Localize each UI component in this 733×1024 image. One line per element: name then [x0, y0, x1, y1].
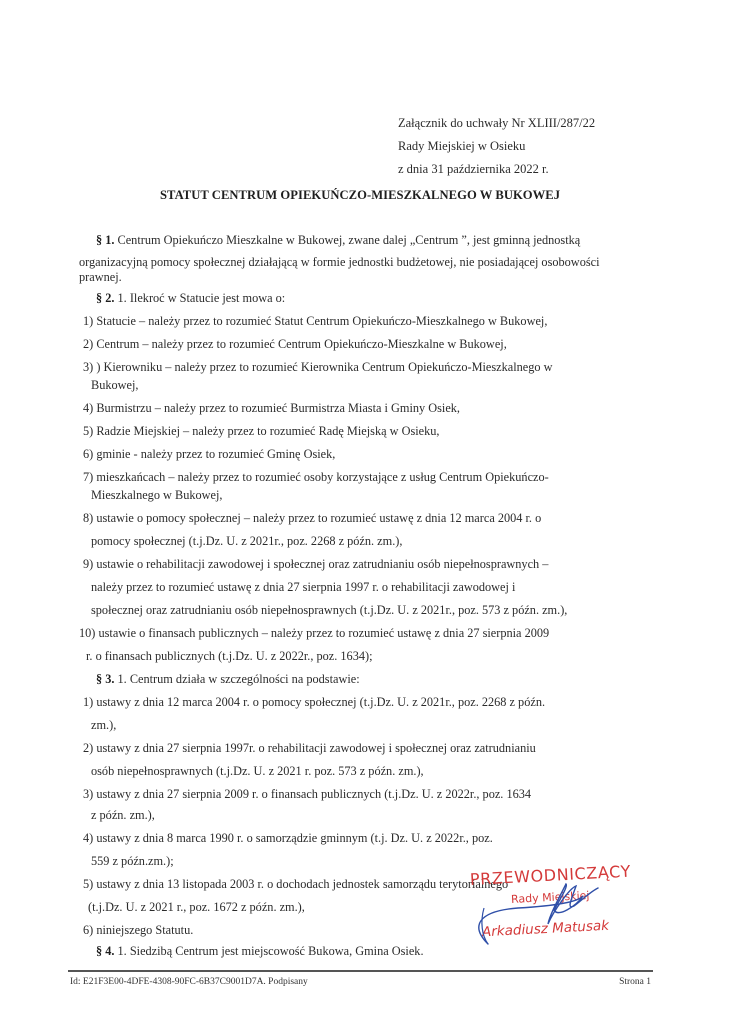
paragraph-text: 1. Centrum działa w szczególności na podstawie:: [114, 672, 360, 686]
paragraph-text: 1. Ilekroć w Statucie jest mowa o:: [114, 291, 286, 305]
paragraph-1-line: organizacyjną pomocy społecznej działającą w formie jednostki budżetowej, nie posiadającej osobowości: [79, 255, 600, 269]
list-item-continuation: z późn. zm.),: [91, 808, 155, 822]
section-mark: § 4.: [96, 944, 115, 958]
list-item-continuation: 559 z późn.zm.);: [91, 854, 174, 868]
paragraph-1-line: [96, 233, 580, 247]
list-item-continuation: Bukowej,: [91, 378, 139, 392]
paragraph-4: [96, 944, 424, 958]
list-item: 1) ustawy z dnia 12 marca 2004 r. o pomocy społecznej (t.j.Dz. U. z 2021r., poz. 2268 z późn.: [83, 695, 546, 709]
paragraph-1-line: prawnej.: [79, 270, 122, 284]
paragraph-2-intro: [96, 291, 285, 305]
list-item-continuation: (t.j.Dz. U. z 2021 r., poz. 1672 z późn. zm.),: [88, 900, 305, 914]
paragraph-text: 1. Siedzibą Centrum jest miejscowość Bukowa, Gmina Osiek.: [114, 944, 424, 958]
list-item-continuation: należy przez to rozumieć ustawę z dnia 27 sierpnia 1997 r. o rehabilitacji zawodowej i: [91, 580, 516, 594]
handwritten-signature-icon: [458, 866, 658, 946]
list-item: 4) ustawy z dnia 8 marca 1990 r. o samorządzie gminnym (t.j. Dz. U. z 2022r., poz.: [83, 831, 493, 845]
stamp-title: PRZEWODNICZĄCY: [469, 861, 632, 889]
list-item: 3) ) Kierowniku – należy przez to rozumieć Kierownika Centrum Opiekuńczo-Mieszkalnego w: [83, 360, 553, 374]
list-item-continuation: zm.),: [91, 718, 117, 732]
list-item: 8) ustawie o pomocy społecznej – należy przez to rozumieć ustawę z dnia 12 marca 2004 r. o: [83, 511, 542, 525]
section-mark: § 1.: [96, 233, 115, 247]
paragraph-3-intro: [96, 672, 360, 686]
footer-divider: [68, 970, 653, 972]
list-item: 1) Statucie – należy przez to rozumieć Statut Centrum Opiekuńczo-Mieszkalnego w Bukowej,: [83, 314, 548, 328]
list-item-continuation: pomocy społecznej (t.j.Dz. U. z 2021r., poz. 2268 z późn. zm.),: [91, 534, 403, 548]
list-item-continuation: r. o finansach publicznych (t.j.Dz. U. z 2022r., poz. 1634);: [86, 649, 373, 663]
list-item: 4) Burmistrzu – należy przez to rozumieć Burmistrza Miasta i Gminy Osiek,: [83, 401, 461, 415]
list-item: 7) mieszkańcach – należy przez to rozumieć osoby korzystające z usług Centrum Opiekuńczo-: [83, 470, 549, 484]
header-council-line: Rady Miejskiej w Osieku: [398, 139, 526, 153]
list-item-continuation: osób niepełnosprawnych (t.j.Dz. U. z 2021 r. poz. 573 z późn. zm.),: [91, 764, 424, 778]
list-item-continuation: Mieszkalnego w Bukowej,: [91, 488, 223, 502]
document-title: STATUT CENTRUM OPIEKUŃCZO-MIESZKALNEGO W BUKOWEJ: [160, 188, 561, 202]
stamp-name: Arkadiusz Matusak: [481, 917, 610, 941]
list-item: 2) ustawy z dnia 27 sierpnia 1997r. o rehabilitacji zawodowej i społecznej oraz zatrudnianiu: [83, 741, 536, 755]
list-item: 5) ustawy z dnia 13 listopada 2003 r. o dochodach jednostek samorządu terytorialnego: [83, 877, 509, 891]
list-item: 6) niniejszego Statutu.: [83, 923, 194, 937]
list-item: 5) Radzie Miejskiej – należy przez to rozumieć Radę Miejską w Osieku,: [83, 424, 440, 438]
list-item: 10) ustawie o finansach publicznych – należy przez to rozumieć ustawę z dnia 27 sierpnia 2009: [79, 626, 550, 640]
list-item: 6) gminie - należy przez to rozumieć Gminę Osiek,: [83, 447, 336, 461]
footer-document-id: Id: E21F3E00-4DFE-4308-90FC-6B37C9001D7A. Podpisany: [70, 977, 308, 987]
list-item: 9) ustawie o rehabilitacji zawodowej i społecznej oraz zatrudnianiu osób niepełnosprawnych –: [83, 557, 549, 571]
list-item-continuation: społecznej oraz zatrudnianiu osób niepełnosprawnych (t.j.Dz. U. z 2021r., poz. 573 z późn. zm.),: [91, 603, 568, 617]
stamp-council: Rady Miejskiej: [510, 888, 590, 907]
footer-page-number: Strona 1: [619, 977, 651, 987]
header-date-line: z dnia 31 października 2022 r.: [398, 162, 549, 176]
header-attachment-line: Załącznik do uchwały Nr XLIII/287/22: [398, 116, 596, 130]
list-item: 3) ustawy z dnia 27 sierpnia 2009 r. o finansach publicznych (t.j.Dz. U. z 2022r., poz. 1634: [83, 787, 532, 801]
section-mark: § 3.: [96, 672, 115, 686]
signature-stamp: [458, 861, 658, 946]
list-item: 2) Centrum – należy przez to rozumieć Centrum Opiekuńczo-Mieszkalne w Bukowej,: [83, 337, 507, 351]
paragraph-text: Centrum Opiekuńczo Mieszkalne w Bukowej, zwane dalej „Centrum ”, jest gminną jednostką: [114, 233, 581, 247]
section-mark: § 2.: [96, 291, 115, 305]
